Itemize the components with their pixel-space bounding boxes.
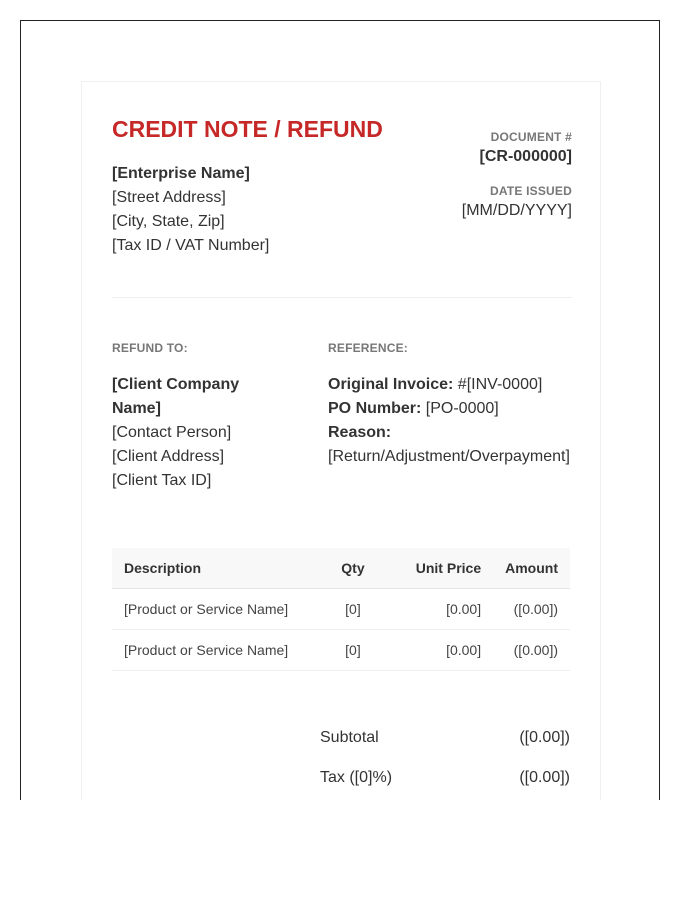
po-number-line [328, 397, 578, 421]
column-header-description: Description [112, 548, 318, 589]
enterprise-info [112, 162, 269, 258]
date-issued-label: DATE ISSUED [490, 184, 572, 198]
document-number-value: [CR-000000] [479, 148, 572, 165]
date-issued-value: [MM/DD/YYYY] [461, 202, 572, 219]
table-header-row [112, 548, 570, 589]
enterprise-city: [City, State, Zip] [112, 213, 225, 230]
po-number-label: PO Number: [328, 400, 422, 417]
original-invoice-value: #[INV-0000] [453, 376, 543, 393]
table-row [112, 630, 570, 671]
item-qty: [0] [318, 589, 387, 630]
client-contact-person: [Contact Person] [112, 424, 232, 441]
refund-to-label: REFUND TO: [112, 341, 188, 355]
item-unit-price: [0.00] [388, 630, 494, 671]
enterprise-tax-id: [Tax ID / VAT Number] [112, 237, 270, 254]
item-amount: ([0.00]) [493, 630, 570, 671]
subtotal-value: ([0.00]) [519, 729, 570, 746]
refund-to-section [112, 341, 292, 493]
document-meta [462, 130, 572, 220]
line-items-table [112, 548, 570, 671]
subtotal-label: Subtotal [320, 729, 379, 746]
document-title: CREDIT NOTE / REFUND [112, 116, 383, 142]
item-qty: [0] [318, 630, 387, 671]
table-row [112, 589, 570, 630]
subtotal-row [320, 718, 570, 758]
column-header-unit-price: Unit Price [388, 548, 494, 589]
reason-label: Reason: [328, 424, 392, 441]
tax-value: ([0.00]) [519, 769, 570, 786]
reference-section [328, 341, 578, 469]
po-number-value: [PO-0000] [421, 400, 499, 417]
item-description: [Product or Service Name] [112, 630, 318, 671]
item-description: [Product or Service Name] [112, 589, 318, 630]
enterprise-street: [Street Address] [112, 189, 226, 206]
original-invoice-label: Original Invoice: [328, 376, 454, 393]
reason-value: [Return/Adjustment/Overpayment] [328, 448, 570, 465]
tax-label: Tax ([0]%) [320, 769, 393, 786]
document-number-label: DOCUMENT # [490, 130, 572, 144]
column-header-qty: Qty [318, 548, 387, 589]
credit-note-document [81, 81, 601, 800]
reference-label: REFERENCE: [328, 341, 409, 355]
item-unit-price: [0.00] [388, 589, 494, 630]
column-header-amount: Amount [493, 548, 570, 589]
page-frame [20, 20, 660, 800]
client-tax-id: [Client Tax ID] [112, 472, 212, 489]
client-company-name: [Client Company Name] [112, 376, 240, 417]
tax-row [320, 758, 570, 798]
client-address: [Client Address] [112, 448, 225, 465]
enterprise-name: [Enterprise Name] [112, 165, 250, 182]
original-invoice-line [328, 373, 578, 397]
item-amount: ([0.00]) [493, 589, 570, 630]
totals-section [320, 718, 570, 800]
header-divider [112, 297, 572, 298]
